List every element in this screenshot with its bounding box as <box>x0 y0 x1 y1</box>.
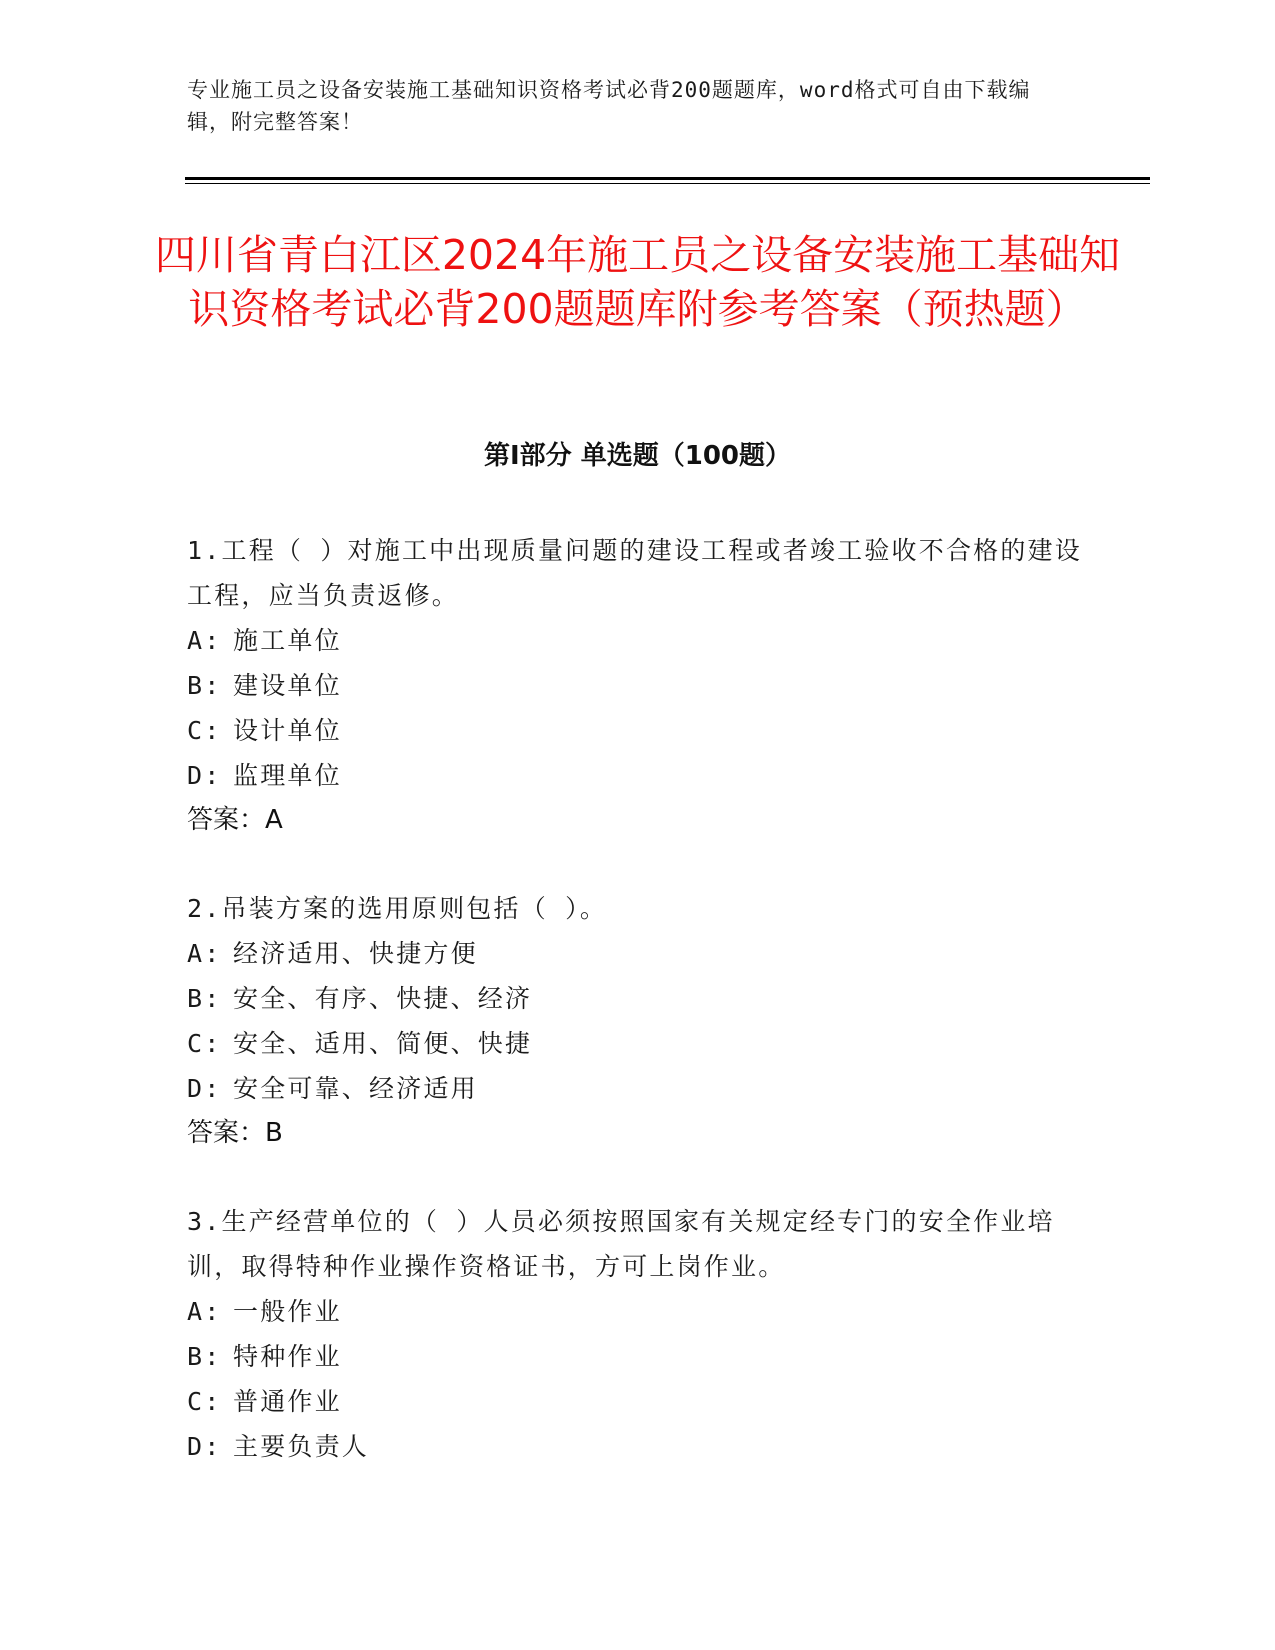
header-divider-thin <box>185 183 1150 184</box>
option-key: B: <box>187 984 222 1013</box>
option-key: C: <box>187 1387 222 1416</box>
option-text: 设计单位 <box>233 716 342 745</box>
question-3 <box>187 1199 1087 1469</box>
header-note: 专业施工员之设备安装施工基础知识资格考试必背200题题库，word格式可自由下载编辑，附完整答案！ <box>187 78 1031 134</box>
option-c <box>187 1021 1087 1066</box>
option-a <box>187 931 1087 976</box>
option-a <box>187 618 1087 663</box>
option-key: B: <box>187 1342 222 1371</box>
option-text: 建设单位 <box>233 671 342 700</box>
option-text: 特种作业 <box>233 1342 342 1371</box>
option-key: C: <box>187 1029 222 1058</box>
question-stem: 1.工程（ ）对施工中出现质量问题的建设工程或者竣工验收不合格的建设工程，应当负责返修。 <box>187 536 1082 610</box>
document-title: 四川省青白江区2024年施工员之设备安装施工基础知识资格考试必背200题题库附参考答案（预热题） <box>154 231 1121 333</box>
option-c <box>187 708 1087 753</box>
answer-line: 答案：A <box>187 805 283 835</box>
option-key: A: <box>187 626 222 655</box>
option-key: B: <box>187 671 222 700</box>
question-stem: 3.生产经营单位的（ ）人员必须按照国家有关规定经专门的安全作业培训，取得特种作业操作资格证书，方可上岗作业。 <box>187 1207 1055 1281</box>
option-key: A: <box>187 939 222 968</box>
question-2 <box>187 886 1087 1156</box>
option-key: C: <box>187 716 222 745</box>
option-d <box>187 1424 1087 1469</box>
option-text: 安全、有序、快捷、经济 <box>233 984 533 1013</box>
option-b <box>187 663 1087 708</box>
question-stem: 2.吊装方案的选用原则包括（ ）。 <box>187 894 608 923</box>
option-key: D: <box>187 761 222 790</box>
option-key: D: <box>187 1074 222 1103</box>
option-c <box>187 1379 1087 1424</box>
option-text: 施工单位 <box>233 626 342 655</box>
option-text: 一般作业 <box>233 1297 342 1326</box>
option-text: 普通作业 <box>233 1387 342 1416</box>
option-key: A: <box>187 1297 222 1326</box>
option-d <box>187 753 1087 798</box>
option-d <box>187 1066 1087 1111</box>
answer-line: 答案：B <box>187 1118 283 1148</box>
option-b <box>187 1334 1087 1379</box>
question-list <box>187 528 1087 1512</box>
option-b <box>187 976 1087 1021</box>
option-key: D: <box>187 1432 222 1461</box>
option-text: 主要负责人 <box>233 1432 370 1461</box>
option-text: 经济适用、快捷方便 <box>233 939 478 968</box>
question-1 <box>187 528 1087 843</box>
section-title: 第Ⅰ部分 单选题（100题） <box>484 441 791 471</box>
option-text: 安全可靠、经济适用 <box>233 1074 478 1103</box>
header-divider-thick <box>185 177 1150 180</box>
option-a <box>187 1289 1087 1334</box>
option-text: 安全、适用、简便、快捷 <box>233 1029 533 1058</box>
option-text: 监理单位 <box>233 761 342 790</box>
